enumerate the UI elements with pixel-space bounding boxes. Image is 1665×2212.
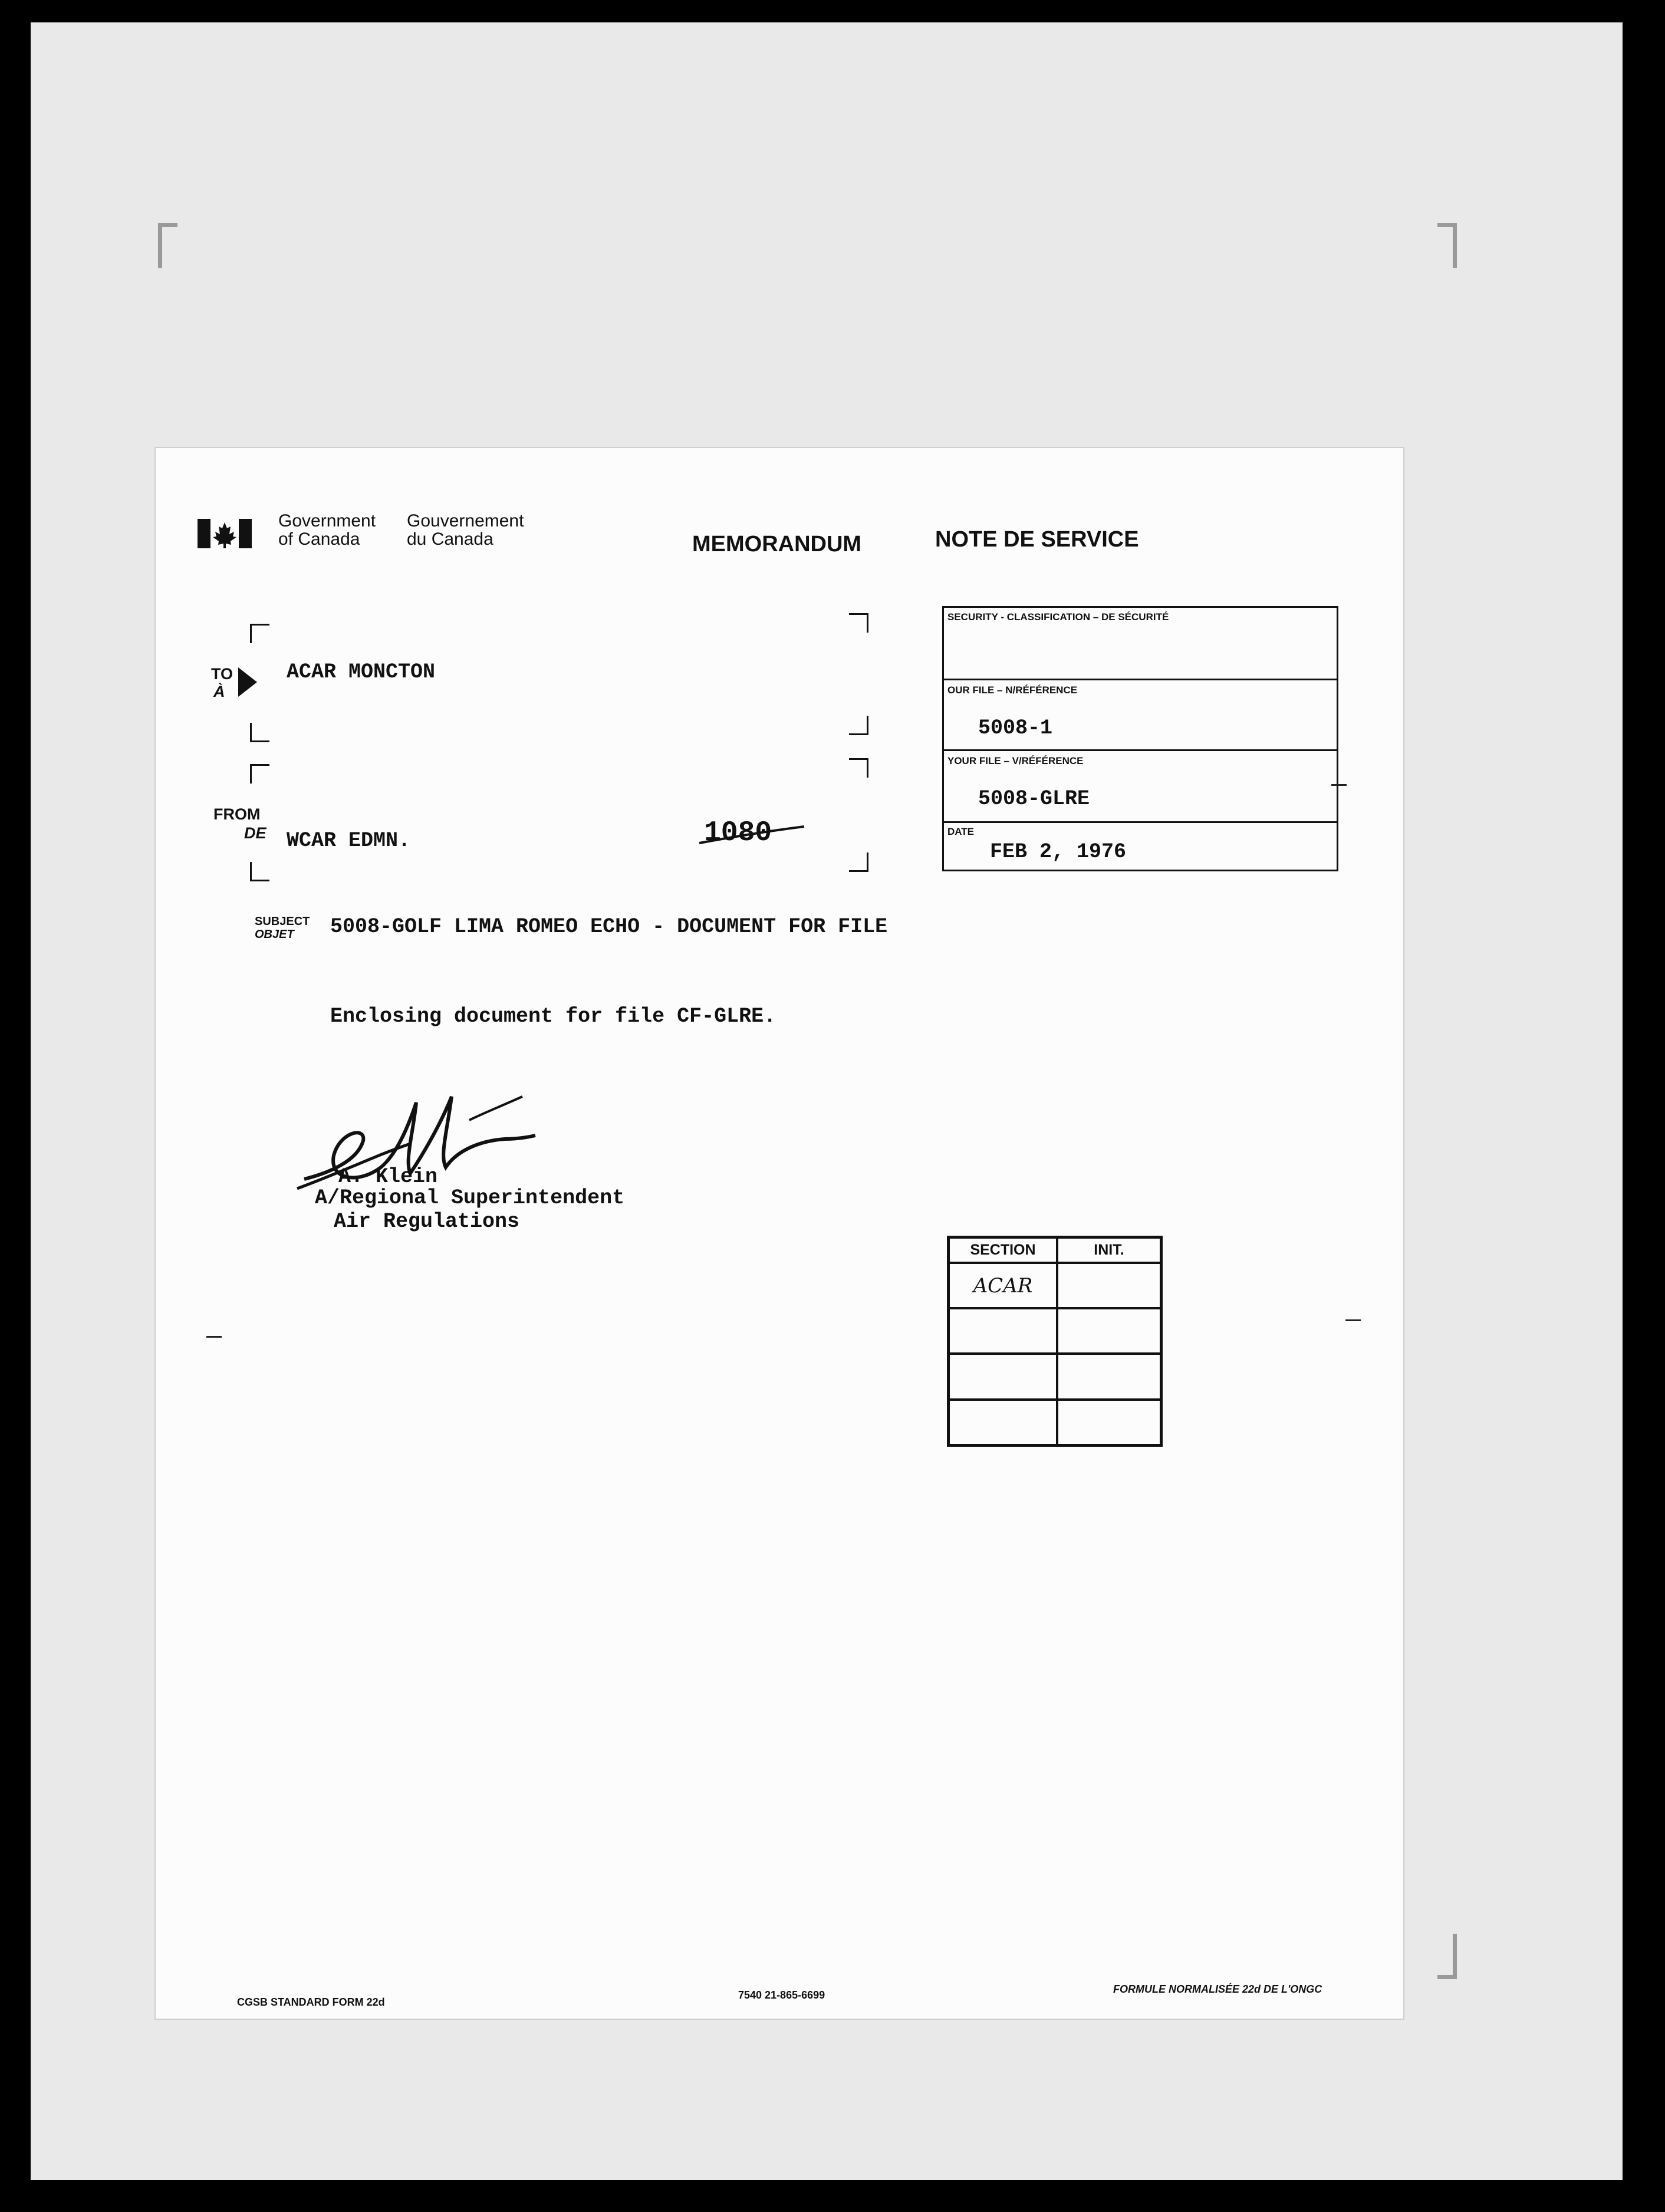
from-value: WCAR EDMN. xyxy=(287,829,411,852)
routing-row4-section xyxy=(949,1400,1058,1446)
from-bracket-top-left xyxy=(250,764,269,784)
canada-flag-icon xyxy=(198,519,252,548)
to-bracket-top-left xyxy=(250,624,269,643)
routing-header-init: INIT. xyxy=(1057,1237,1161,1263)
crop-mark-top-left xyxy=(158,223,177,268)
arrow-right-icon xyxy=(237,666,258,698)
subject-value: 5008-GOLF LIMA ROMEO ECHO - DOCUMENT FOR FILE xyxy=(330,915,888,939)
date-label: DATE xyxy=(947,826,975,837)
security-label: SECURITY - CLASSIFICATION – DE SÉCURITÉ xyxy=(947,611,1169,623)
to-bracket-top-right xyxy=(849,613,868,633)
memorandum-heading: MEMORANDUM xyxy=(692,532,862,557)
government-en xyxy=(278,512,376,548)
your-file-label: YOUR FILE – V/RÉFÉRENCE xyxy=(947,755,1084,766)
govt-en-line2: of Canada xyxy=(278,529,360,549)
date-value: FEB 2, 1976 xyxy=(990,840,1127,864)
fold-mark-right xyxy=(1345,1319,1361,1321)
fold-mark-upper-right xyxy=(1331,784,1347,786)
strikeout-mark xyxy=(696,814,808,855)
our-file-divider xyxy=(944,679,1337,680)
routing-row4-init xyxy=(1057,1400,1161,1446)
your-file-value: 5008-GLRE xyxy=(978,787,1090,811)
our-file-label: OUR FILE – N/RÉFÉRENCE xyxy=(947,684,1078,696)
your-file-divider xyxy=(944,749,1337,751)
to-value: ACAR MONCTON xyxy=(287,660,436,684)
from-bracket-bottom-left xyxy=(250,862,269,881)
routing-row3-init xyxy=(1057,1354,1161,1399)
date-divider xyxy=(944,821,1337,823)
govt-fr-line1: Gouvernement xyxy=(407,511,524,531)
signatory-title: A/Regional Superintendent xyxy=(315,1186,625,1210)
body-text: Enclosing document for file CF-GLRE. xyxy=(330,1005,776,1028)
routing-table xyxy=(947,1236,1163,1447)
routing-row1-init xyxy=(1057,1263,1161,1308)
govt-fr-line2: du Canada xyxy=(407,529,493,549)
to-label xyxy=(211,665,233,683)
footer-center: 7540 21-865-6699 xyxy=(738,1989,825,2001)
subject-label-fr: OBJET xyxy=(255,928,294,941)
routing-row1-section: ACAR xyxy=(949,1263,1058,1308)
to-bracket-bottom-left xyxy=(250,723,269,742)
our-file-value: 5008-1 xyxy=(978,716,1053,740)
to-label-fr-text: À xyxy=(213,683,225,700)
to-label-fr xyxy=(213,683,225,701)
subject-label: SUBJECT xyxy=(255,915,310,928)
to-label-en: TO xyxy=(211,665,233,683)
signatory-division: Air Regulations xyxy=(334,1210,520,1233)
govt-en-line1: Government xyxy=(278,511,376,531)
signatory-name: A. Klein xyxy=(338,1165,438,1189)
routing-header-section: SECTION xyxy=(949,1237,1058,1263)
routing-row2-init xyxy=(1057,1308,1161,1354)
fold-mark-left xyxy=(206,1336,222,1338)
note-de-service-heading: NOTE DE SERVICE xyxy=(935,527,1139,552)
crop-mark-top-right xyxy=(1437,223,1457,268)
from-bracket-bottom-right xyxy=(849,852,868,872)
from-label: FROM xyxy=(213,805,261,823)
from-label-fr: DE xyxy=(244,824,266,842)
reference-box xyxy=(942,606,1338,871)
from-bracket-top-right xyxy=(849,758,868,778)
footer-left: CGSB STANDARD FORM 22d xyxy=(237,1996,385,2008)
to-bracket-bottom-right xyxy=(849,716,868,735)
footer-right: FORMULE NORMALISÉE 22d DE L'ONGC xyxy=(1113,1983,1322,1995)
routing-row3-section xyxy=(949,1354,1058,1399)
from-number: 1080 xyxy=(704,817,772,849)
routing-row2-section xyxy=(949,1308,1058,1354)
crop-mark-bottom-right xyxy=(1437,1934,1457,1979)
government-fr xyxy=(407,512,524,548)
